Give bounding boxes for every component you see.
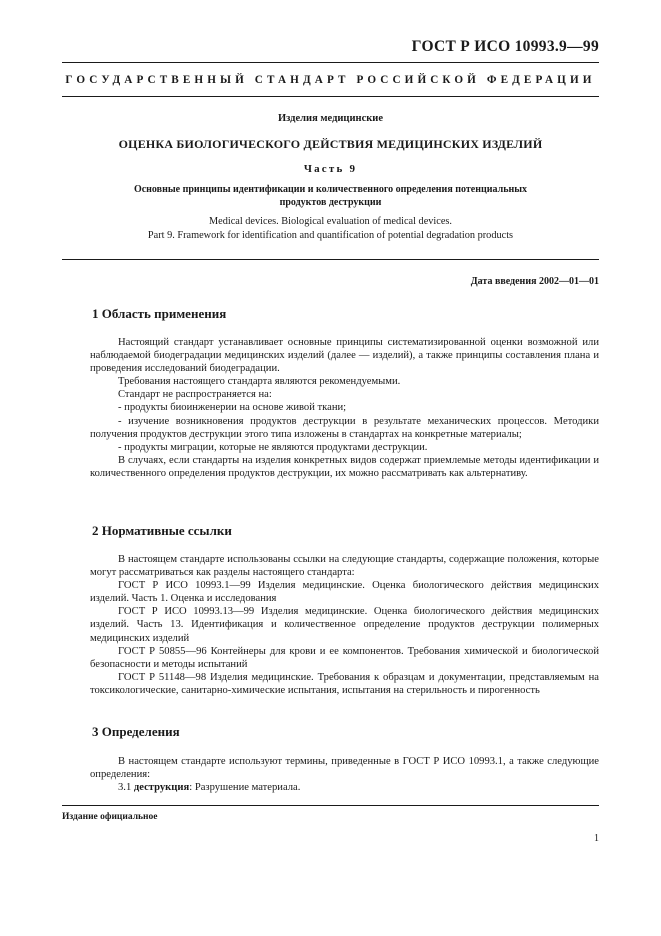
- english-title-line-1: Medical devices. Biological evaluation of medical devices.: [208, 216, 453, 227]
- header-rule: [62, 62, 599, 63]
- section-3-heading: 3 Определения: [92, 724, 180, 739]
- category-title: Изделия медицинские: [277, 113, 384, 124]
- footer-rule: [62, 805, 599, 806]
- state-standard-heading: ГОСУДАРСТВЕННЫЙ СТАНДАРТ РОССИЙСКОЙ ФЕДЕРАЦИИ: [65, 74, 596, 86]
- section-1-paragraph: В случаях, если стандарты на изделия конкретных видов содержат приемлемые методы идентификации и количественного определения продуктов деструкции, их можно рассматривать как альтернативу.: [90, 454, 599, 479]
- section-2-paragraph: В настоящем стандарте использованы ссылки на следующие стандарты, содержащие положения, которые могут рассматриваться как разделы настоящего стандарта:: [90, 554, 599, 579]
- reference-item: ГОСТ Р ИСО 10993.13—99 Изделия медицинские. Оценка биологического действия медицинских изделий. Часть 13. Идентификация и количественное определение продуктов деструкции полимерных медицинских изделий: [90, 606, 599, 644]
- title-rule: [62, 259, 599, 260]
- definition-item: [90, 781, 599, 794]
- section-2-heading: 2 Нормативные ссылки: [92, 523, 232, 538]
- definition-text: : Разрушение материала.: [189, 782, 301, 794]
- section-1-list-item: - продукты миграции, которые не являются продуктами деструкции.: [118, 441, 428, 453]
- section-3-paragraph: В настоящем стандарте используют термины, приведенные в ГОСТ Р ИСО 10993.1, а также следующие определения:: [90, 756, 599, 781]
- subtitle: Основные принципы идентификации и количественного определения потенциальных продуктов деструкции: [133, 184, 528, 208]
- part-title: Часть 9: [303, 163, 358, 175]
- section-1-paragraph: Требования настоящего стандарта являются рекомендуемыми.: [118, 376, 401, 388]
- definition-term: деструкция: [133, 782, 190, 794]
- document-number: ГОСТ Р ИСО 10993.9—99: [411, 38, 599, 55]
- reference-item: ГОСТ Р 51148—98 Изделия медицинские. Требования к образцам и документации, представляемым на токсикологические, санитарно-химические испытания, испытания на стерильность и пирогенность: [90, 671, 599, 696]
- header-rule-2: [62, 96, 599, 97]
- page-number: 1: [594, 833, 599, 844]
- official-edition-label: Издание официальное: [62, 812, 158, 822]
- section-1-paragraph: Стандарт не распространяется на:: [118, 389, 272, 401]
- section-3-body: [90, 755, 599, 794]
- reference-item: ГОСТ Р ИСО 10993.1—99 Изделия медицинские. Оценка биологического действия медицинских изделий. Часть 1. Оценка и исследования: [90, 580, 599, 605]
- english-title-line-2: Part 9. Framework for identification and quantification of potential degradation products: [147, 230, 514, 241]
- section-1-heading: 1 Область применения: [92, 306, 227, 321]
- introduction-date: Дата введения 2002—01—01: [470, 276, 599, 287]
- reference-item: ГОСТ Р 50855—96 Контейнеры для крови и ее компонентов. Требования химической и биологической безопасности и методы испытаний: [90, 645, 599, 670]
- definition-number: 3.1: [118, 782, 132, 794]
- main-title: ОЦЕНКА БИОЛОГИЧЕСКОГО ДЕЙСТВИЯ МЕДИЦИНСКИХ ИЗДЕЛИЙ: [118, 137, 543, 151]
- section-1-body: [90, 336, 599, 480]
- section-2-body: [90, 553, 599, 697]
- section-1-list-item: - продукты биоинженерии на основе живой ткани;: [118, 402, 347, 414]
- section-1-paragraph: Настоящий стандарт устанавливает основные принципы систематизированной оценки возможной или наблюдаемой биодеградации медицинских изделий (далее — изделий), а также принципы составления плана и проведения исследований биодеградации.: [90, 337, 599, 375]
- section-1-list-item: - изучение возникновения продуктов деструкции в результате механических процессов. Методики получения продуктов деструкции этого типа изложены в стандартах на конкретные материалы;: [90, 415, 599, 440]
- english-title: [62, 215, 599, 243]
